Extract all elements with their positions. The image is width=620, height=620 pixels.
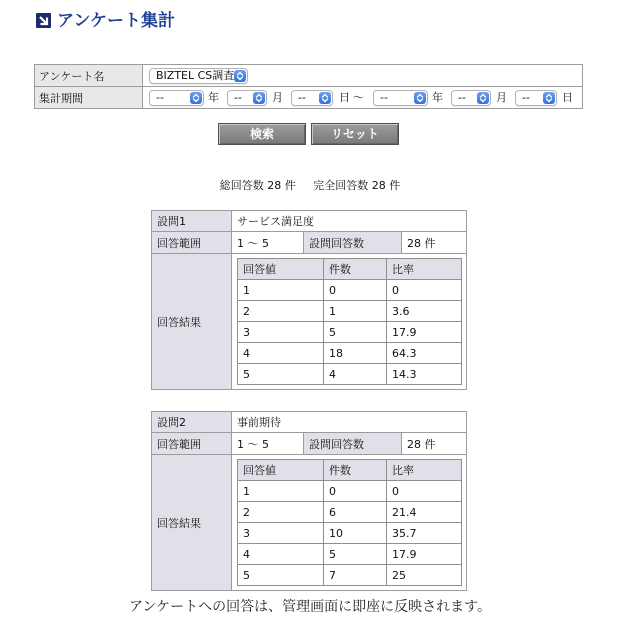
col-header-count: 件数 xyxy=(324,259,387,280)
result-ratio-cell: 14.3 xyxy=(387,364,462,385)
result-value-cell: 5 xyxy=(238,364,324,385)
answer-range-value: 1 〜 5 xyxy=(232,433,304,455)
to-day-select[interactable] xyxy=(515,90,557,106)
response-summary xyxy=(0,179,620,193)
question-result-table xyxy=(151,210,467,390)
result-count-cell: 0 xyxy=(324,280,387,301)
result-value-cell: 2 xyxy=(238,502,324,523)
table-row xyxy=(238,343,462,364)
table-row xyxy=(238,481,462,502)
results-table xyxy=(237,459,462,586)
to-month-unit: 月 xyxy=(496,91,507,104)
to-year-unit: 年 xyxy=(432,91,443,104)
search-button[interactable]: 検索 xyxy=(218,123,306,145)
question-number: 設問1 xyxy=(152,211,232,232)
result-ratio-cell: 0 xyxy=(387,280,462,301)
table-row xyxy=(238,544,462,565)
question-number: 設問2 xyxy=(152,412,232,433)
period-separator: 〜 xyxy=(353,91,364,104)
question-meta-row xyxy=(152,433,467,455)
complete-responses-unit: 件 xyxy=(389,179,401,192)
question-title-row xyxy=(152,412,467,433)
reset-button[interactable]: リセット xyxy=(311,123,399,145)
result-ratio-cell: 17.9 xyxy=(387,322,462,343)
result-count-cell: 5 xyxy=(324,322,387,343)
col-header-ratio: 比率 xyxy=(387,259,462,280)
survey-cell xyxy=(143,65,583,87)
page-header xyxy=(36,10,336,32)
select-arrows-icon[interactable] xyxy=(319,92,331,104)
result-value-cell: 1 xyxy=(238,280,324,301)
question-result-table xyxy=(151,411,467,591)
result-ratio-cell: 25 xyxy=(387,565,462,586)
result-ratio-cell: 3.6 xyxy=(387,301,462,322)
survey-select-value: BIZTEL CS調査 xyxy=(156,69,235,82)
page-title: アンケート集計 xyxy=(57,11,175,31)
results-table xyxy=(237,258,462,385)
result-ratio-cell: 17.9 xyxy=(387,544,462,565)
result-ratio-cell: 35.7 xyxy=(387,523,462,544)
survey-row xyxy=(35,65,583,87)
table-row xyxy=(238,565,462,586)
from-day-value: -- xyxy=(298,91,306,104)
question-meta-row xyxy=(152,232,467,254)
to-year-value: -- xyxy=(380,91,388,104)
to-month-select[interactable] xyxy=(451,90,491,106)
answer-range-label: 回答範囲 xyxy=(152,232,232,254)
arrow-down-right-icon xyxy=(36,13,51,28)
complete-responses-label: 完全回答数 xyxy=(313,179,369,192)
from-month-value: -- xyxy=(234,91,242,104)
result-value-cell: 3 xyxy=(238,523,324,544)
question-results-row xyxy=(152,455,467,591)
col-header-count: 件数 xyxy=(324,460,387,481)
period-label: 集計期間 xyxy=(35,87,143,109)
result-value-cell: 4 xyxy=(238,544,324,565)
total-responses-count: 28 xyxy=(267,179,282,192)
total-responses-unit: 件 xyxy=(284,179,296,192)
results-header-row xyxy=(238,259,462,280)
answer-range-value: 1 〜 5 xyxy=(232,232,304,254)
question-title: サービス満足度 xyxy=(232,211,467,232)
to-year-select[interactable] xyxy=(373,90,428,106)
to-day-value: -- xyxy=(522,91,530,104)
results-cell xyxy=(232,455,467,591)
table-row xyxy=(238,523,462,544)
table-row xyxy=(238,280,462,301)
period-cell xyxy=(143,87,583,109)
footer-note: アンケートへの回答は、管理画面に即座に反映されます。 xyxy=(128,599,492,615)
results-label: 回答結果 xyxy=(152,254,232,390)
result-count-cell: 4 xyxy=(324,364,387,385)
select-arrows-icon[interactable] xyxy=(477,92,489,104)
result-value-cell: 3 xyxy=(238,322,324,343)
select-arrows-icon[interactable] xyxy=(543,92,555,104)
table-row xyxy=(238,364,462,385)
result-value-cell: 4 xyxy=(238,343,324,364)
to-day-unit: 日 xyxy=(562,91,573,104)
result-value-cell: 1 xyxy=(238,481,324,502)
result-count-cell: 18 xyxy=(324,343,387,364)
result-ratio-cell: 64.3 xyxy=(387,343,462,364)
result-count-cell: 5 xyxy=(324,544,387,565)
result-ratio-cell: 0 xyxy=(387,481,462,502)
select-arrows-icon[interactable] xyxy=(253,92,265,104)
result-ratio-cell: 21.4 xyxy=(387,502,462,523)
result-value-cell: 5 xyxy=(238,565,324,586)
from-day-select[interactable] xyxy=(291,90,333,106)
result-count-cell: 1 xyxy=(324,301,387,322)
table-row xyxy=(238,301,462,322)
from-year-value: -- xyxy=(156,91,164,104)
total-responses-label: 総回答数 xyxy=(219,179,264,192)
from-year-select[interactable] xyxy=(149,90,204,106)
answer-count-label: 設問回答数 xyxy=(304,232,402,254)
result-count-cell: 0 xyxy=(324,481,387,502)
result-count-cell: 10 xyxy=(324,523,387,544)
question-results-row xyxy=(152,254,467,390)
table-row xyxy=(238,502,462,523)
filter-form xyxy=(34,64,583,109)
period-row xyxy=(35,87,583,109)
to-month-value: -- xyxy=(458,91,466,104)
from-month-unit: 月 xyxy=(272,91,283,104)
from-year-unit: 年 xyxy=(208,91,219,104)
select-arrows-icon[interactable] xyxy=(414,92,426,104)
from-day-unit: 日 xyxy=(339,91,350,104)
col-header-value: 回答値 xyxy=(238,259,324,280)
table-row xyxy=(238,322,462,343)
select-arrows-icon[interactable] xyxy=(234,70,246,82)
question-title: 事前期待 xyxy=(232,412,467,433)
results-label: 回答結果 xyxy=(152,455,232,591)
survey-label: アンケート名 xyxy=(35,65,143,87)
select-arrows-icon[interactable] xyxy=(190,92,202,104)
answer-range-label: 回答範囲 xyxy=(152,433,232,455)
complete-responses-count: 28 xyxy=(371,179,386,192)
col-header-value: 回答値 xyxy=(238,460,324,481)
from-month-select[interactable] xyxy=(227,90,267,106)
results-cell xyxy=(232,254,467,390)
result-value-cell: 2 xyxy=(238,301,324,322)
survey-select[interactable] xyxy=(149,68,248,84)
answer-count-value: 28 件 xyxy=(402,433,467,455)
answer-count-value: 28 件 xyxy=(402,232,467,254)
result-count-cell: 6 xyxy=(324,502,387,523)
question-title-row xyxy=(152,211,467,232)
answer-count-label: 設問回答数 xyxy=(304,433,402,455)
results-header-row xyxy=(238,460,462,481)
col-header-ratio: 比率 xyxy=(387,460,462,481)
result-count-cell: 7 xyxy=(324,565,387,586)
